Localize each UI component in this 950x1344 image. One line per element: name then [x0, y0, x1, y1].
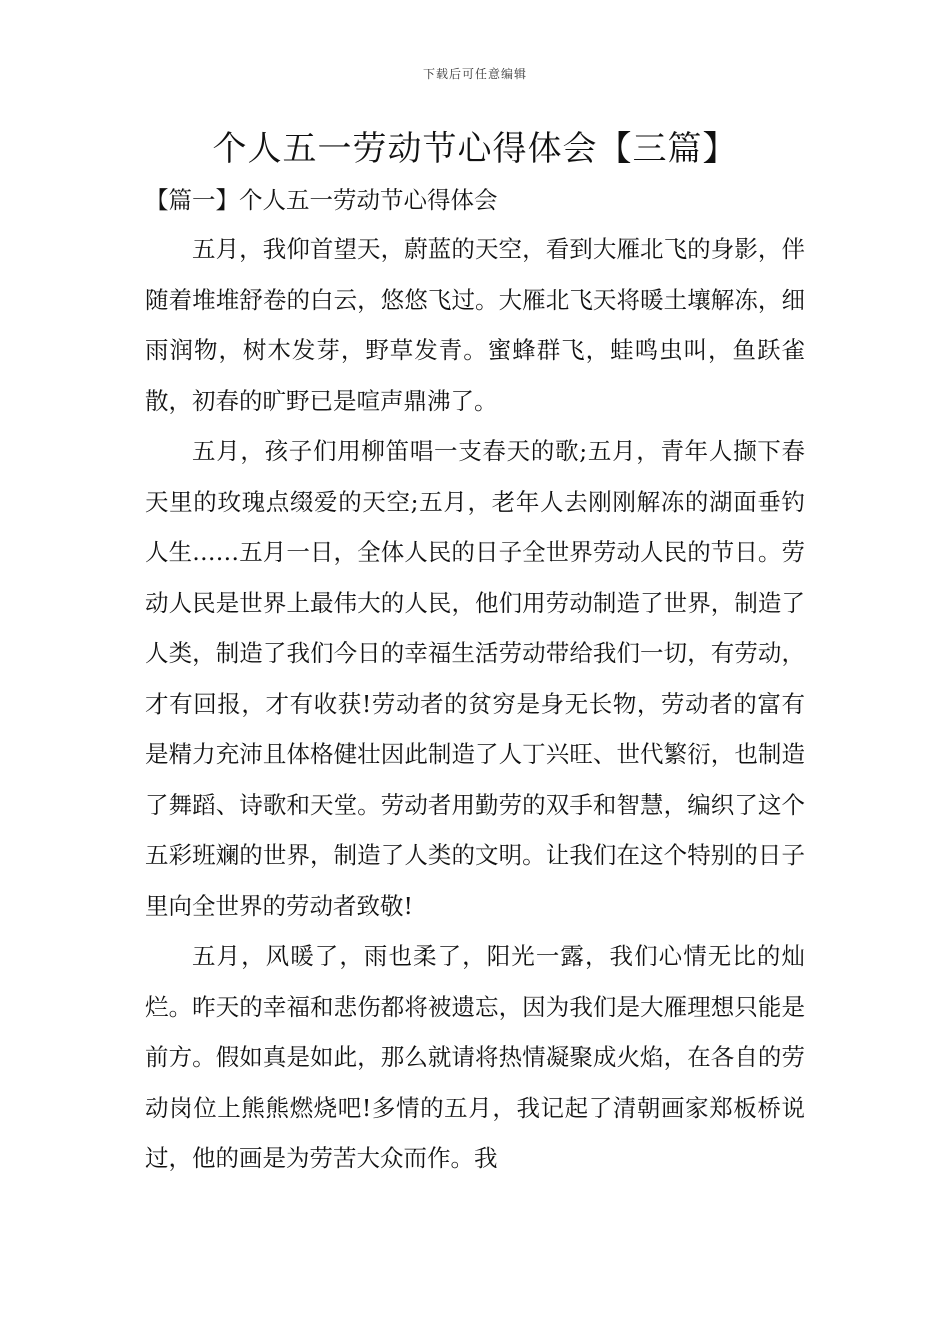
section-heading: 【篇一】个人五一劳动节心得体会	[145, 186, 498, 214]
paragraph: 五月，孩子们用柳笛唱一支春天的歌;五月，青年人撷下春天里的玫瑰点缀爱的天空;五月，老年人去刚刚解冻的湖面垂钓人生……五月一日，全体人民的日子全世界劳动人民的节日。劳动人民是世界上最伟大的人民，他们用劳动制造了世界，制造了人类，制造了我们今日的幸福生活劳动带给我们一切，有劳动，才有回报，才有收获!劳动者的贫穷是身无长物，劳动者的富有是精力充沛且体格健壮因此制造了人丁兴旺、世代繁衍，也制造了舞蹈、诗歌和天堂。劳动者用勤劳的双手和智慧，编织了这个五彩班斓的世界，制造了人类的文明。让我们在这个特别的日子里向全世界的劳动者致敬!	[145, 437, 805, 920]
document-title: 个人五一劳动节心得体会【三篇】	[212, 129, 738, 169]
paragraph: 五月，我仰首望天，蔚蓝的天空，看到大雁北飞的身影，伴随着堆堆舒卷的白云，悠悠飞过。大雁北飞天将暖土壤解冻，细雨润物，树木发芽，野草发青。蜜蜂群飞，蛙鸣虫叫，鱼跃雀散，初春的旷野已是喧声鼎沸了。	[145, 235, 805, 415]
header-note: 下载后可任意编辑	[422, 67, 527, 81]
paragraph: 五月，风暖了，雨也柔了，阳光一露，我们心情无比的灿烂。昨天的幸福和悲伤都将被遗忘，因为我们是大雁理想只能是前方。假如真是如此，那么就请将热情凝聚成火焰，在各自的劳动岗位上熊熊燃烧吧!多情的五月，我记起了清朝画家郑板桥说过，他的画是为劳苦大众而作。我	[145, 942, 805, 1172]
document-body	[145, 224, 805, 1184]
